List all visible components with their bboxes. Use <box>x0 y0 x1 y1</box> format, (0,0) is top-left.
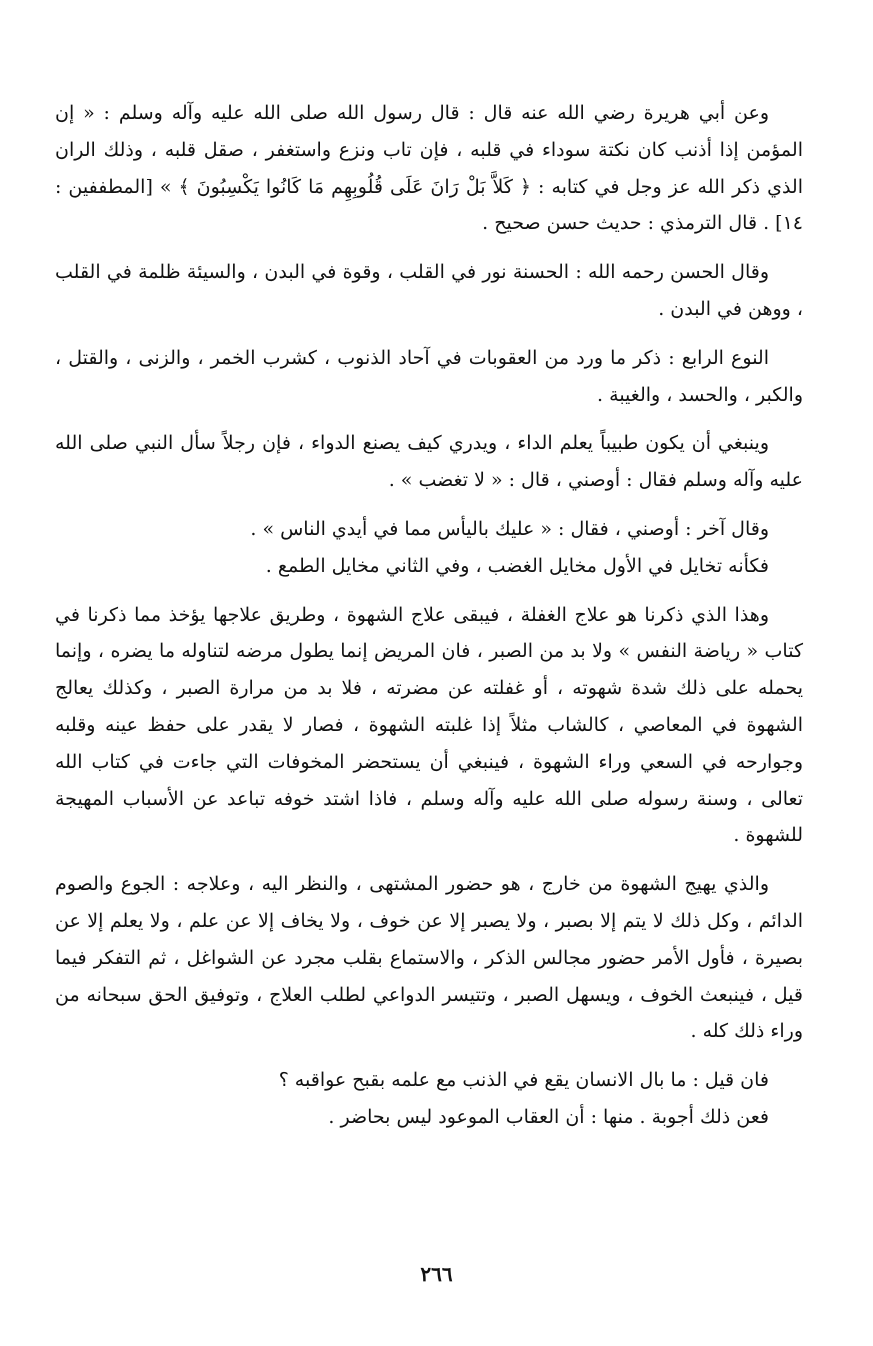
quote-line: وقال آخر : أوصني ، فقال : « عليك باليأس مما في أيدي الناس » . <box>250 517 769 540</box>
page-number: ٢٦٦ <box>420 1262 453 1286</box>
paragraph-treatment: وهذا الذي ذكرنا هو علاج الغفلة ، فيبقى علاج الشهوة ، وطريق علاجها يؤخذ مما ذكرنا في كتاب « رياضة النفس » ولا بد من الصبر ، فان المريض إنما يطول مرضه لتناوله ما يضره ، وإنما يحمله على ذلك شدة شهوته ، أو غفلته عن مضرته ، فلا بد من مرارة الصبر ، وكذلك يعالج الشهوة في المعاصي ، كالشاب مثلاً إذا غلبته الشهوة ، فصار لا يقدر على حفظ عينه وقلبه وجوارحه في السعي وراء الشهوة ، فينبغي أن يستحضر المخوفات التي جاءت في كتاب الله تعالى ، وسنة رسوله صلى الله عليه وآله وسلم ، فاذا اشتد خوفه تباعد عن الأسباب المهيجة للشهوة . <box>55 603 803 847</box>
answer-line: فعن ذلك أجوبة . منها : أن العقاب الموعود ليس بحاضر . <box>328 1105 769 1128</box>
paragraph-hasan-saying: وقال الحسن رحمه الله : الحسنة نور في القلب ، وقوة في البدن ، والسيئة ظلمة في القلب ، ووهن في البدن . <box>55 261 803 320</box>
paragraph-fourth-type: النوع الرابع : ذكر ما ورد من العقوبات في آحاد الذنوب ، كشرب الخمر ، والزنى ، والقتل ، والكبر ، والحسد ، والغيبة . <box>55 346 803 406</box>
paragraph-hadith-abu-hurayra: وعن أبي هريرة رضي الله عنه قال : قال رسول الله صلى الله عليه وآله وسلم : « إن المؤمن إذا أذنب كان نكتة سوداء في قلبه ، فإن تاب ونزع واستغفر ، صقل قلبه ، وذلك الران الذي ذكر الله عز وجل في كتابه : ﴿ كَلاَّ بَلْ رَانَ عَلَى قُلُوبِهِم مَا كَانُوا يَكْسِبُونَ ﴾ » [المطففين : ١٤] . قال الترمذي : حديث حسن صحيح . <box>55 102 803 235</box>
quote-block <box>55 511 803 585</box>
paragraph-external-desire: والذي يهيج الشهوة من خارج ، هو حضور المشتهى ، والنظر اليه ، وعلاجه : الجوع والصوم الدائم ، وكل ذلك لا يتم إلا بصبر ، ولا يصبر إلا عن خوف ، ولا يخاف إلا عن علم ، ولا يعلم إلا عن بصيرة ، فأول الأمر حضور مجالس الذكر ، والاستماع بقلب مجرد عن الشواغل ، ثم التفكر فيما قيل ، فينبعث الخوف ، ويسهل الصبر ، وتتيسر الدواعي لطلب العلاج ، وتوفيق الحق سبحانه من وراء ذلك كله . <box>55 873 803 1043</box>
paragraph-physician: وينبغي أن يكون طبيباً يعلم الداء ، ويدري كيف يصنع الدواء ، فإن رجلاً سأل النبي صلى الله عليه وآله وسلم فقال : أوصني ، قال : « لا تغضب » . <box>55 432 803 492</box>
page-body <box>55 95 803 1136</box>
question-answer-block <box>55 1062 803 1136</box>
quote-line: فكأنه تخايل في الأول مخايل الغضب ، وفي الثاني مخايل الطمع . <box>265 554 769 577</box>
question-line: فان قيل : ما بال الانسان يقع في الذنب مع علمه بقبح عواقبه ؟ <box>278 1069 769 1092</box>
